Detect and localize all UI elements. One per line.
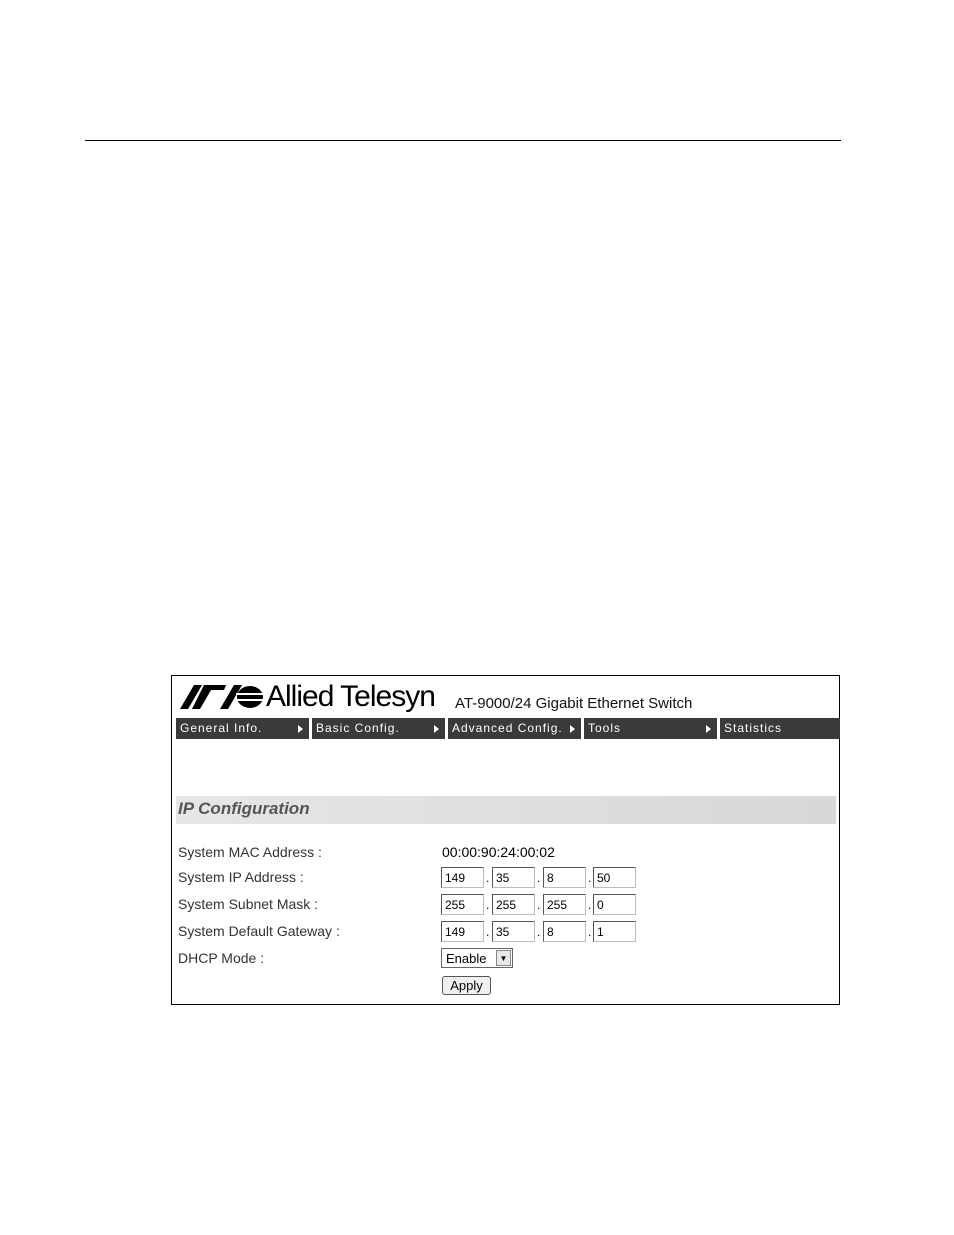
mask-octet-1-input[interactable]	[441, 894, 484, 915]
dhcp-mode-select[interactable]	[441, 948, 513, 968]
ip-octet-3-input[interactable]	[543, 867, 586, 888]
section-header	[176, 796, 836, 824]
page-title: IP Configuration	[178, 799, 310, 818]
octet-separator: .	[588, 898, 592, 912]
subnet-mask-fields	[441, 894, 641, 915]
switch-web-ui-screenshot	[171, 675, 840, 1005]
ip-address-fields	[441, 867, 641, 888]
subnet-mask-label: System Subnet Mask :	[178, 896, 319, 912]
mac-address-value: 00:00:90:24:00:02	[442, 844, 555, 860]
menu-item-basic-config[interactable]	[312, 718, 445, 739]
default-gateway-fields	[441, 921, 641, 942]
mac-address-label: System MAC Address :	[178, 844, 322, 860]
gateway-octet-4-input[interactable]	[593, 921, 636, 942]
menu-item-label: General Info.	[180, 721, 263, 735]
dhcp-mode-value: Enable	[446, 951, 487, 966]
menu-item-label: Advanced Config.	[452, 721, 563, 735]
page-top-rule	[85, 140, 841, 141]
menu-item-label: Statistics	[724, 721, 783, 735]
menu-item-label: Basic Config.	[316, 721, 400, 735]
ip-octet-1-input[interactable]	[441, 867, 484, 888]
mask-octet-3-input[interactable]	[543, 894, 586, 915]
submenu-arrow-icon	[706, 725, 711, 733]
chevron-down-icon[interactable]: ▼	[496, 950, 511, 966]
apply-button[interactable]: Apply	[442, 976, 491, 995]
octet-separator: .	[486, 925, 490, 939]
header	[180, 682, 820, 716]
menu-item-general-info[interactable]	[176, 718, 309, 739]
octet-separator: .	[486, 898, 490, 912]
gateway-octet-2-input[interactable]	[492, 921, 535, 942]
submenu-arrow-icon	[434, 725, 439, 733]
ip-octet-2-input[interactable]	[492, 867, 535, 888]
octet-separator: .	[588, 925, 592, 939]
octet-separator: .	[486, 871, 490, 885]
menu-item-label: Tools	[588, 721, 622, 735]
octet-separator: .	[537, 898, 541, 912]
octet-separator: .	[537, 871, 541, 885]
dhcp-mode-label: DHCP Mode :	[178, 950, 265, 966]
gateway-octet-3-input[interactable]	[543, 921, 586, 942]
product-title: AT-9000/24 Gigabit Ethernet Switch	[455, 695, 693, 712]
submenu-arrow-icon	[298, 725, 303, 733]
brand-name: Allied Telesyn	[266, 680, 435, 713]
gateway-octet-1-input[interactable]	[441, 921, 484, 942]
menu-item-statistics[interactable]	[720, 718, 840, 739]
allied-telesyn-logo-icon	[180, 685, 264, 709]
default-gateway-label: System Default Gateway :	[178, 923, 340, 939]
ip-octet-4-input[interactable]	[593, 867, 636, 888]
mask-octet-2-input[interactable]	[492, 894, 535, 915]
octet-separator: .	[588, 871, 592, 885]
main-menu-bar	[176, 718, 840, 739]
ip-address-label: System IP Address :	[178, 869, 304, 885]
submenu-arrow-icon	[570, 725, 575, 733]
octet-separator: .	[537, 925, 541, 939]
menu-item-advanced-config[interactable]	[448, 718, 581, 739]
mask-octet-4-input[interactable]	[593, 894, 636, 915]
menu-item-tools[interactable]	[584, 718, 717, 739]
